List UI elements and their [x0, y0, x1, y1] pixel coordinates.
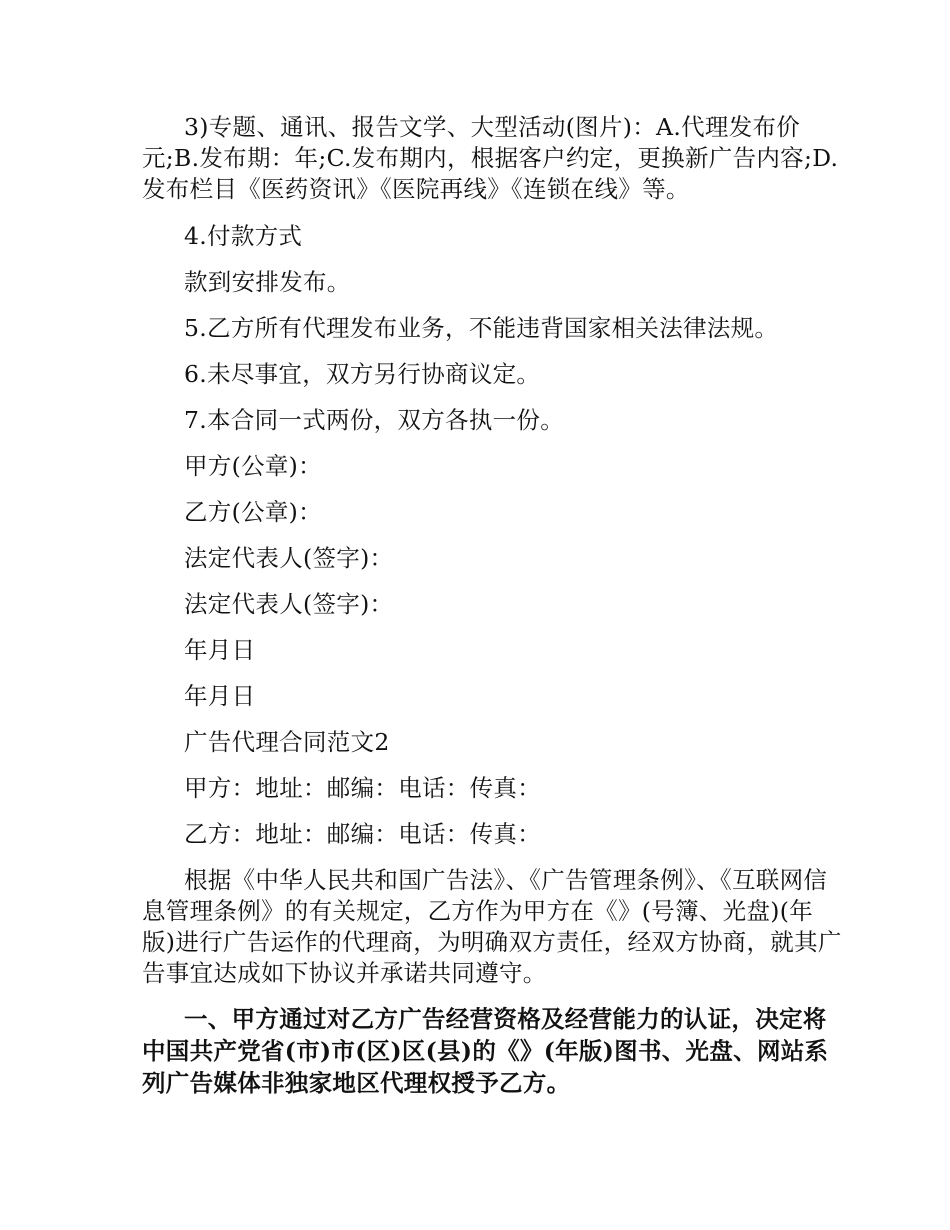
party-b-info: 乙方：地址：邮编：电话：传真： [184, 820, 541, 848]
signature-party-b-seal: 乙方(公章)： [184, 498, 322, 526]
signature-party-a-seal: 甲方(公章)： [184, 452, 322, 480]
paragraph-article-1: 一、甲方通过对乙方广告经营资格及经营能力的认证，决定将中国共产党省(市)市(区)区(县)的《》(年版)图书、光盘、网站系列广告媒体非独家地区代理权授予乙方。 [142, 1005, 829, 1097]
section-title-sample-2: 广告代理合同范文2 [184, 728, 390, 756]
signature-legal-rep-a: 法定代表人(签字)： [184, 544, 394, 572]
paragraph-payment-terms: 款到安排发布。 [184, 268, 351, 296]
signature-date-b: 年月日 [184, 682, 256, 710]
party-a-info: 甲方：地址：邮编：电话：传真： [184, 774, 541, 802]
paragraph-clause-5: 5.乙方所有代理发布业务，不能违背国家相关法律法规。 [184, 314, 779, 342]
paragraph-clause-6: 6.未尽事宜，双方另行协商议定。 [184, 360, 541, 388]
paragraph-fee-clause-3: 3)专题、通讯、报告文学、大型活动(图片)：A.代理发布价元;B.发布期：年;C.发布期内，根据客户约定，更换新广告内容;D.发布栏目《医药资讯》《医院再线》《连锁在线》等。 [142, 113, 839, 203]
paragraph-preamble: 根据《中华人民共和国广告法》、《广告管理条例》、《互联网信息管理条例》的有关规定，乙方作为甲方在《》(号簿、光盘)(年版)进行广告运作的代理商，为明确双方责任，经双方协商，就其广告事宜达成如下协议并承诺共同遵守。 [142, 866, 842, 987]
paragraph-clause-7: 7.本合同一式两份，双方各执一份。 [184, 406, 565, 434]
signature-date-a: 年月日 [184, 636, 256, 664]
paragraph-payment-heading: 4.付款方式 [184, 222, 303, 250]
signature-legal-rep-b: 法定代表人(签字)： [184, 590, 394, 618]
